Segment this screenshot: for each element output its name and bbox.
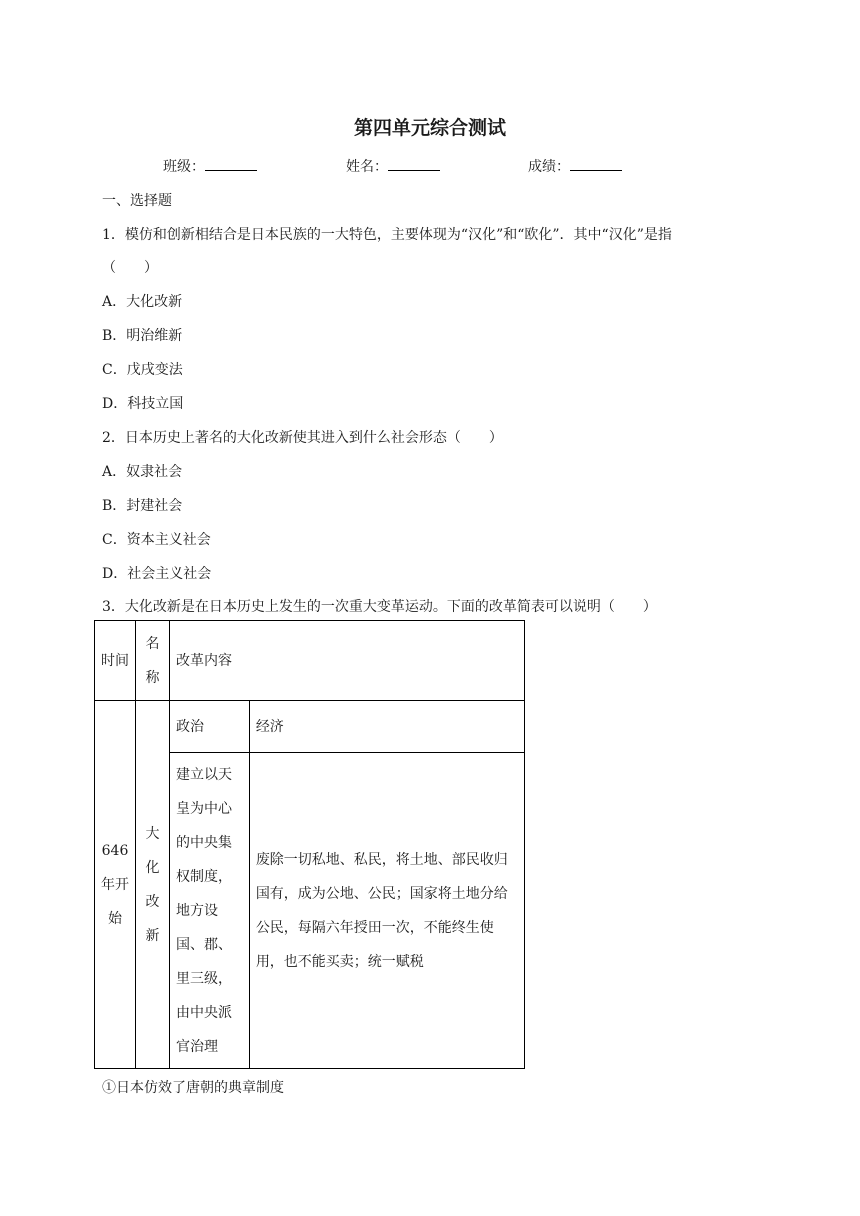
cell-politics: 建立以天皇为中心的中央集权制度，地方设国、郡、里三级，由中央派官治理 bbox=[169, 753, 249, 1069]
header-economy: 经济 bbox=[249, 701, 524, 753]
question-1-paren: （ ） bbox=[102, 260, 158, 276]
footnote-statement: ①日本仿效了唐朝的典章制度 bbox=[102, 1080, 284, 1096]
question-2-option-c: C．资本主义社会 bbox=[102, 532, 211, 548]
class-label: 班级： bbox=[163, 159, 205, 175]
question-1-stem: 1．模仿和创新相结合是日本民族的一大特色，主要体现为“汉化”和“欧化”．其中“汉化”是指 bbox=[102, 227, 672, 243]
name-blank[interactable] bbox=[388, 156, 440, 171]
header-politics: 政治 bbox=[169, 701, 249, 753]
cell-time: 646年开始 bbox=[95, 701, 136, 1069]
header-content: 改革内容 bbox=[169, 621, 524, 701]
cell-name: 大化改新 bbox=[135, 701, 169, 1069]
name-label: 姓名： bbox=[346, 159, 388, 175]
question-2-stem: 2．日本历史上著名的大化改新使其进入到什么社会形态（ ） bbox=[102, 430, 503, 446]
header-name: 名称 bbox=[135, 621, 169, 701]
cell-economy: 废除一切私地、私民，将土地、部民收归国有，成为公地、公民；国家将土地分给公民，每隔六年授田一次，不能终生使用，也不能买卖；统一赋税 bbox=[249, 753, 524, 1069]
question-1-option-b: B．明治维新 bbox=[102, 328, 183, 344]
question-2-option-a: A．奴隶社会 bbox=[102, 464, 183, 480]
question-3-stem: 3．大化改新是在日本历史上发生的一次重大变革运动。下面的改革简表可以说明（ ） bbox=[102, 599, 657, 615]
question-2-option-b: B．封建社会 bbox=[102, 498, 183, 514]
question-1-option-a: A．大化改新 bbox=[102, 294, 183, 310]
section-heading: 一、选择题 bbox=[102, 193, 172, 209]
score-label: 成绩： bbox=[528, 159, 570, 175]
score-field bbox=[528, 156, 622, 176]
page-title: 第四单元综合测试 bbox=[353, 117, 506, 139]
reform-table bbox=[94, 620, 525, 1069]
class-blank[interactable] bbox=[205, 156, 257, 171]
question-1-option-d: D．科技立国 bbox=[102, 396, 184, 412]
name-field bbox=[346, 156, 440, 176]
question-2-option-d: D．社会主义社会 bbox=[102, 566, 212, 582]
question-1-option-c: C．戊戌变法 bbox=[102, 362, 183, 378]
header-time: 时间 bbox=[95, 621, 136, 701]
class-field bbox=[163, 156, 257, 176]
score-blank[interactable] bbox=[570, 156, 622, 171]
